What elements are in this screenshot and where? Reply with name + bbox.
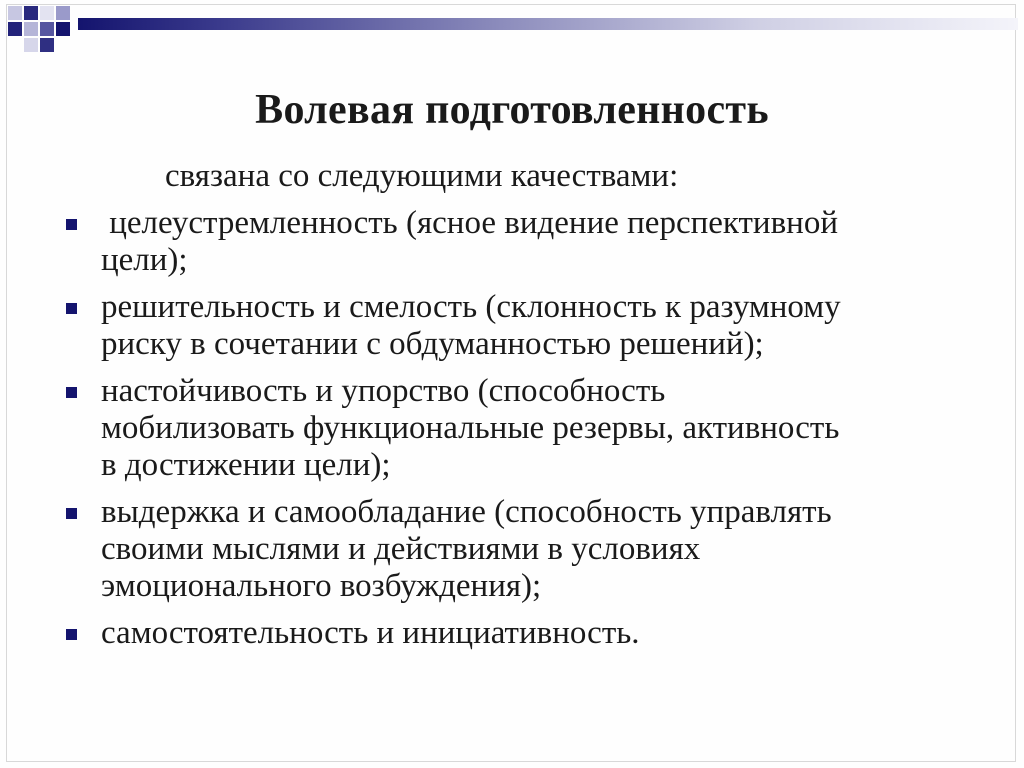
decor-square <box>40 6 54 20</box>
decor-square <box>24 6 38 20</box>
list-item-line: мобилизовать функциональные резервы, активность <box>101 410 840 446</box>
decor-square <box>40 38 54 52</box>
square-bullet-icon <box>66 303 77 314</box>
square-bullet-icon <box>66 387 77 398</box>
list-item-line: целеустремленность (ясное видение перспективной <box>101 205 838 241</box>
list-item-line: решительность и смелость (склонность к разумному <box>101 289 841 325</box>
list-item-line: риску в сочетании с обдуманностью решений); <box>101 326 764 362</box>
list-item-line: самостоятельность и инициативность. <box>101 615 640 651</box>
decor-square <box>24 22 38 36</box>
decor-square <box>8 22 22 36</box>
list-item <box>66 289 1006 363</box>
decor-square <box>56 22 70 36</box>
decor-square <box>8 6 22 20</box>
decor-square <box>24 38 38 52</box>
list-item <box>66 373 1006 484</box>
square-bullet-icon <box>66 629 77 640</box>
slide-title: Волевая подготовленность <box>255 87 769 133</box>
list-item <box>66 494 1006 605</box>
decor-square <box>56 6 70 20</box>
list-item-line: цели); <box>101 242 188 278</box>
qualities-list <box>66 205 1006 662</box>
square-bullet-icon <box>66 508 77 519</box>
header-gradient-bar <box>78 18 1018 30</box>
slide-subtitle: связана со следующими качествами: <box>165 158 679 194</box>
list-item <box>66 205 1006 279</box>
list-item-line: эмоционального возбуждения); <box>101 568 542 604</box>
list-item-line: в достижении цели); <box>101 447 391 483</box>
decor-square <box>40 22 54 36</box>
square-bullet-icon <box>66 219 77 230</box>
list-item <box>66 615 1006 652</box>
list-item-line: настойчивость и упорство (способность <box>101 373 666 409</box>
list-item-line: своими мыслями и действиями в условиях <box>101 531 701 567</box>
list-item-line: выдержка и самообладание (способность управлять <box>101 494 832 530</box>
